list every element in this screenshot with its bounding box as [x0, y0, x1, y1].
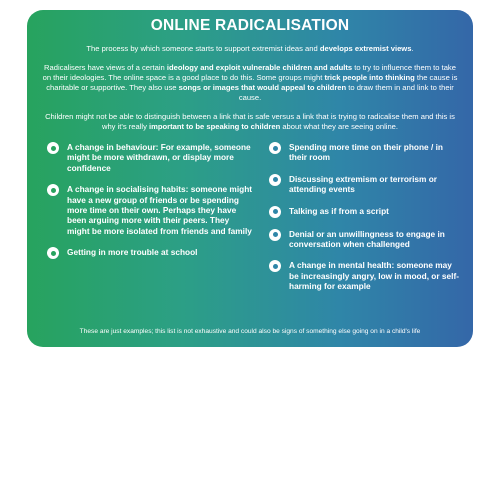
bullet-icon	[47, 247, 59, 259]
intro-paragraph-2	[41, 63, 459, 103]
list-item	[269, 260, 459, 291]
list-item	[269, 206, 459, 218]
list-item-text: Discussing extremism or terrorism or attending events	[289, 173, 438, 195]
bullet-icon	[47, 142, 59, 154]
intro-p1-seg: .	[411, 44, 414, 53]
intro-p3-seg: Children might not be able to distinguish between a link that is safe versus a link that is trying to radicalise them and this is why it's really	[45, 112, 455, 131]
signs-left-column	[47, 142, 253, 303]
list-item-text: Denial or an unwillingness to engage in conversation when challenged	[289, 228, 445, 250]
bullet-icon	[269, 229, 281, 241]
intro-p2-seg: the cause is charitable or supportive. They also use	[46, 73, 458, 92]
bullet-icon	[269, 142, 281, 154]
intro-p2-seg-bold: songs or images that would appeal to children	[178, 83, 347, 92]
intro-paragraph-1	[41, 44, 459, 54]
footer-note: These are just examples; this list is not exhaustive and could also be signs of something else going on in a child's life	[79, 328, 421, 335]
list-item	[269, 229, 459, 250]
list-item-text: Getting in more trouble at school	[67, 247, 198, 258]
bullet-icon	[47, 184, 59, 196]
list-item	[47, 142, 253, 173]
intro-paragraph-3	[41, 112, 459, 132]
bullet-icon	[269, 206, 281, 218]
list-item	[47, 247, 253, 259]
list-item	[47, 184, 253, 236]
list-item-text: A change in mental health: someone may be increasingly angry, low in mood, or self-harming for example	[289, 260, 459, 292]
list-item	[269, 142, 459, 163]
intro-p2-seg: to try to influence them to take on their ideologies. The online space is a good place to do this. Some groups might	[42, 63, 456, 82]
signs-right-column	[269, 142, 459, 303]
bullet-icon	[269, 260, 281, 272]
info-card	[27, 10, 473, 347]
intro-p2-seg-bold: trick people into thinking	[324, 73, 415, 82]
list-item-text: A change in behaviour: For example, someone might be more withdrawn, or display more confidence	[67, 142, 251, 173]
intro-p2-seg: to draw them in and link to their cause.	[238, 83, 454, 102]
bullet-icon	[269, 174, 281, 186]
signs-columns	[41, 142, 459, 303]
list-item-text: Spending more time on their phone / in their room	[289, 142, 443, 163]
intro-p1-seg: The process by which someone starts to support extremist ideas and	[86, 44, 320, 53]
list-item-text: A change in socialising habits: someone might have a new group of friends or be spending more time on their own. Perhaps they have been arguing more with their peers. They might be more isolated from friends and family	[67, 184, 253, 236]
intro-p3-seg: about what they are seeing online.	[280, 122, 399, 131]
intro-p2-seg-bold: ideology and exploit vulnerable children and adults	[166, 63, 353, 72]
card-title: ONLINE RADICALISATION	[150, 17, 350, 34]
intro-p3-seg-bold: important to be speaking to children	[149, 122, 281, 131]
list-item-text: Talking as if from a script	[289, 205, 389, 216]
list-item	[269, 174, 459, 195]
intro-p2-seg: Radicalisers have views of a certain	[44, 63, 167, 72]
intro-p1-seg-bold: develops extremist views	[319, 44, 412, 53]
